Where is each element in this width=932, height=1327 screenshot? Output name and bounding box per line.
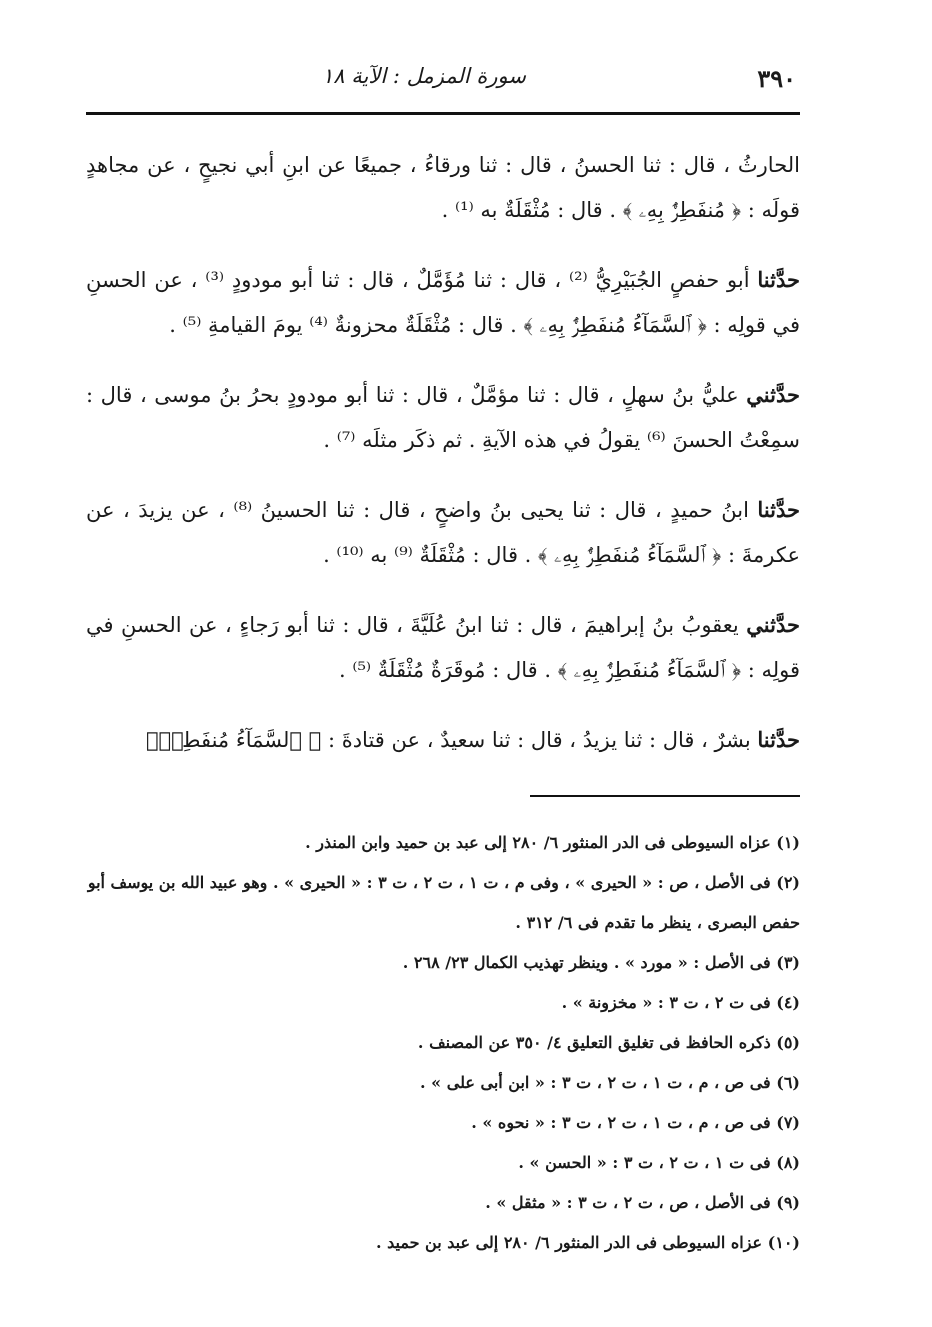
paragraph	[86, 717, 800, 763]
paragraph-text: ابنُ حميدٍ ، قال : ثنا يحيى بنُ واضحٍ ، قال : ثنا الحسينُ ⁽⁸⁾ ، عن يزيدَ ، عن عكرمةَ : ﴿ ٱلسَّمَآءُ مُنفَطِرٌۢ بِهِۦ ﴾ . قال : مُثْقَلَةٌ ⁽⁹⁾ به ⁽¹⁰⁾ .	[86, 498, 800, 567]
footnote: (٧) فى ص ، م ، ت ١ ، ت ٢ ، ت ٣ : « نحوه » .	[471, 1113, 800, 1132]
page-header	[90, 62, 796, 102]
paragraph-lead: حدَّثني	[746, 382, 800, 407]
paragraph-text: أبو حفصٍ الجُبَيْرِيُّ ⁽²⁾ ، قال : ثنا مُؤَمَّلٌ ، قال : ثنا أبو مودودٍ ⁽³⁾ ، عن الحسنِ في قولِه : ﴿ ٱلسَّمَآءُ مُنفَطِرٌۢ بِهِۦ ﴾ . قال : مُثْقَلَةٌ محزونةٌ ⁽⁴⁾ يومَ القيامةِ ⁽⁵⁾ .	[86, 268, 800, 337]
running-title: سورة المزمل : الآية ١٨	[322, 64, 526, 88]
footnotes	[86, 823, 800, 1263]
paragraph	[86, 257, 800, 348]
footnote: (٦) فى ص ، م ، ت ١ ، ت ٢ ، ت ٣ : « ابن أبى على » .	[420, 1073, 800, 1092]
paragraph-lead: حدَّثنا	[757, 497, 801, 522]
footnote: (٣) فى الأصل : « مورد » . وينظر تهذيب الكمال ٢٣/ ٢٦٨ .	[402, 953, 800, 972]
paragraph	[86, 142, 800, 233]
footnote: (٨) فى ت ١ ، ت ٢ ، ت ٣ : « الحسن » .	[518, 1153, 800, 1172]
footnote: (٩) فى الأصل ، ص ، ت ٢ ، ت ٣ : « مثقل » .	[485, 1193, 800, 1212]
paragraph	[86, 487, 800, 578]
footnote: (٥) ذكره الحافظ فى تغليق التعليق ٤/ ٣٥٠ عن المصنف .	[417, 1033, 800, 1052]
footnote: (١٠) عزاه السيوطى فى الدر المنثور ٦/ ٢٨٠ إلى عبد بن حميد .	[375, 1233, 800, 1252]
paragraph-lead: حدَّثنا	[757, 727, 800, 752]
paragraph-text: الحارثُ ، قال : ثنا الحسنُ ، قال : ثنا ورقاءُ ، جميعًا عن ابنِ أبي نجيحٍ ، عن مجاهدٍ قولَه : ﴿ مُنفَطِرٌۢ بِهِۦ ﴾ . قال : مُثْقَلَةٌ به ⁽¹⁾ .	[86, 153, 800, 222]
footnote: (١) عزاه السيوطى فى الدر المنثور ٦/ ٢٨٠ إلى عبد بن حميد وابن المنذر .	[305, 833, 800, 852]
main-text	[86, 142, 800, 787]
paragraph-lead: حدَّثني	[746, 612, 800, 637]
paragraph	[86, 602, 800, 693]
footnote-rule	[530, 795, 800, 797]
paragraph	[86, 372, 800, 463]
page-number: ٣٩٠	[757, 64, 796, 93]
paragraph-text: بشرٌ ، قال : ثنا يزيدُ ، قال : ثنا سعيدٌ ، عن قتادةَ : ﴿ ٱلسَّمَآءُ مُنفَطِرٌۢ	[145, 728, 751, 752]
footnote: (٢) فى الأصل ، ص : « الحيرى » ، وفى م ، ت ١ ، ت ٢ ، ت ٣ : « الحيرى » . وهو عبيد الله بن يوسف أبو حفص البصرى ، ينظر ما تقدم فى ٦/ ٣١٢ .	[87, 873, 800, 932]
footnote: (٤) فى ت ٢ ، ت ٣ : « مخزونة » .	[561, 993, 800, 1012]
paragraph-text: يعقوبُ بنُ إبراهيمَ ، قال : ثنا ابنُ عُلَيَّةَ ، قال : ثنا أبو رَجاءٍ ، عن الحسنِ في قولِه : ﴿ ٱلسَّمَآءُ مُنفَطِرٌۢ بِهِۦ ﴾ . قال : مُوقَرَةٌ مُثْقَلَةٌ ⁽⁵⁾ .	[86, 613, 800, 682]
paragraph-text: عليُّ بنُ سهلٍ ، قال : ثنا مؤمَّلٌ ، قال : ثنا أبو مودودٍ بحرُ بنُ موسى ، قال : سمِعْتُ الحسنَ ⁽⁶⁾ يقولُ في هذه الآيةِ . ثم ذكَر مثلَه ⁽⁷⁾ .	[86, 383, 800, 452]
header-rule	[86, 112, 800, 115]
paragraph-lead: حدَّثنا	[757, 267, 800, 292]
